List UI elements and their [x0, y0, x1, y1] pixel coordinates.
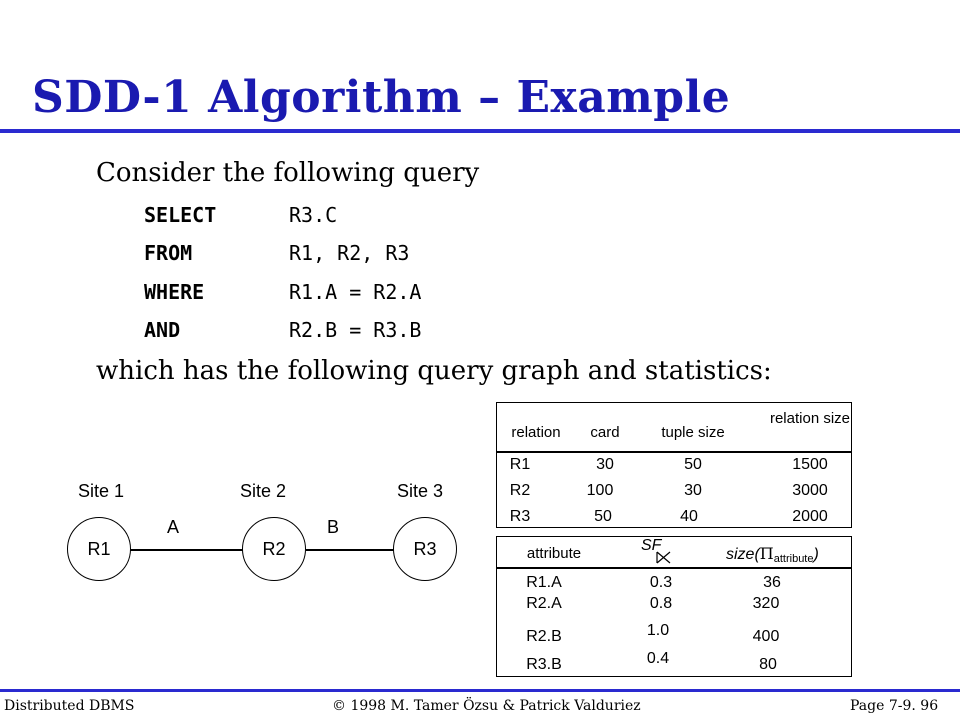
- attr-r3b-size: 80: [759, 656, 777, 673]
- footer-divider: [0, 689, 960, 692]
- attr-r2a-name: R2.A: [526, 595, 562, 612]
- query-clause-from: R1, R2, R3: [289, 241, 410, 265]
- rel-r2-name: R2: [509, 482, 531, 499]
- query-keyword-select: SELECT: [144, 203, 217, 227]
- rel-r3-size: 2000: [792, 508, 828, 525]
- node-r2-label: R2: [262, 538, 286, 559]
- node-r1-label: R1: [87, 538, 111, 559]
- pi-symbol: Π: [759, 544, 774, 563]
- query-clause-select: R3.C: [289, 203, 338, 227]
- attr-r2a-sf: 0.8: [649, 595, 673, 612]
- rel-r2-size: 3000: [792, 482, 828, 499]
- header-tuple-size: tuple size: [661, 424, 725, 441]
- attr-r2b-name: R2.B: [526, 628, 562, 645]
- sf-label: SF: [641, 537, 662, 554]
- site-1-label: Site 1: [78, 481, 125, 501]
- rel-r2-tuple: 30: [684, 482, 702, 499]
- node-r2: [242, 517, 306, 581]
- header-relation-size: relation size: [769, 410, 851, 427]
- outro-text: which has the following query graph and statistics:: [96, 356, 772, 386]
- query-clause-and: R2.B = R3.B: [289, 318, 422, 342]
- footer-course: Distributed DBMS: [4, 698, 135, 714]
- site-2-label: Site 2: [240, 481, 287, 501]
- semijoin-icon: [656, 551, 672, 564]
- size-subscript: attribute: [773, 553, 814, 565]
- graph-edge-b: [306, 549, 394, 551]
- attr-r2a-size: 320: [752, 595, 780, 612]
- header-attribute: attribute: [526, 545, 582, 562]
- footer-page-number: Page 7-9. 96: [850, 698, 939, 714]
- attr-r1a-size: 36: [763, 574, 781, 591]
- header-card: card: [590, 424, 620, 441]
- attr-r2b-sf: 1.0: [646, 622, 670, 639]
- header-size-projection: [726, 544, 819, 564]
- node-r1: [67, 517, 131, 581]
- relation-table-header-rule: [496, 451, 852, 453]
- title-divider: [0, 129, 960, 133]
- rel-r2-card: 100: [586, 482, 614, 499]
- header-relation: relation: [511, 424, 561, 441]
- attr-r3b-sf: 0.4: [646, 650, 670, 667]
- size-prefix: size(: [726, 546, 760, 563]
- query-keyword-and: AND: [144, 318, 181, 342]
- query-keyword-where: WHERE: [144, 280, 205, 304]
- edge-label-a: A: [167, 517, 180, 537]
- edge-label-b: B: [327, 517, 340, 537]
- attr-r1a-sf: 0.3: [649, 574, 673, 591]
- attribute-table-header-rule: [496, 567, 852, 569]
- rel-r3-name: R3: [509, 508, 531, 525]
- attr-r2b-size: 400: [752, 628, 780, 645]
- rel-r3-card: 50: [594, 508, 612, 525]
- rel-r3-tuple: 40: [680, 508, 698, 525]
- slide-title: SDD-1 Algorithm – Example: [32, 72, 731, 123]
- rel-r1-name: R1: [509, 456, 531, 473]
- node-r3: [393, 517, 457, 581]
- size-suffix: ): [813, 546, 819, 563]
- footer-copyright: © 1998 M. Tamer Özsu & Patrick Valduriez: [332, 698, 641, 714]
- intro-text: Consider the following query: [96, 158, 480, 188]
- attr-r3b-name: R3.B: [526, 656, 562, 673]
- attr-r1a-name: R1.A: [526, 574, 562, 591]
- node-r3-label: R3: [413, 538, 437, 559]
- site-3-label: Site 3: [397, 481, 444, 501]
- header-sf: [638, 537, 698, 567]
- graph-edge-a: [130, 549, 244, 551]
- query-clause-where: R1.A = R2.A: [289, 280, 422, 304]
- rel-r1-tuple: 50: [684, 456, 702, 473]
- rel-r1-card: 30: [596, 456, 614, 473]
- query-keyword-from: FROM: [144, 241, 193, 265]
- rel-r1-size: 1500: [792, 456, 828, 473]
